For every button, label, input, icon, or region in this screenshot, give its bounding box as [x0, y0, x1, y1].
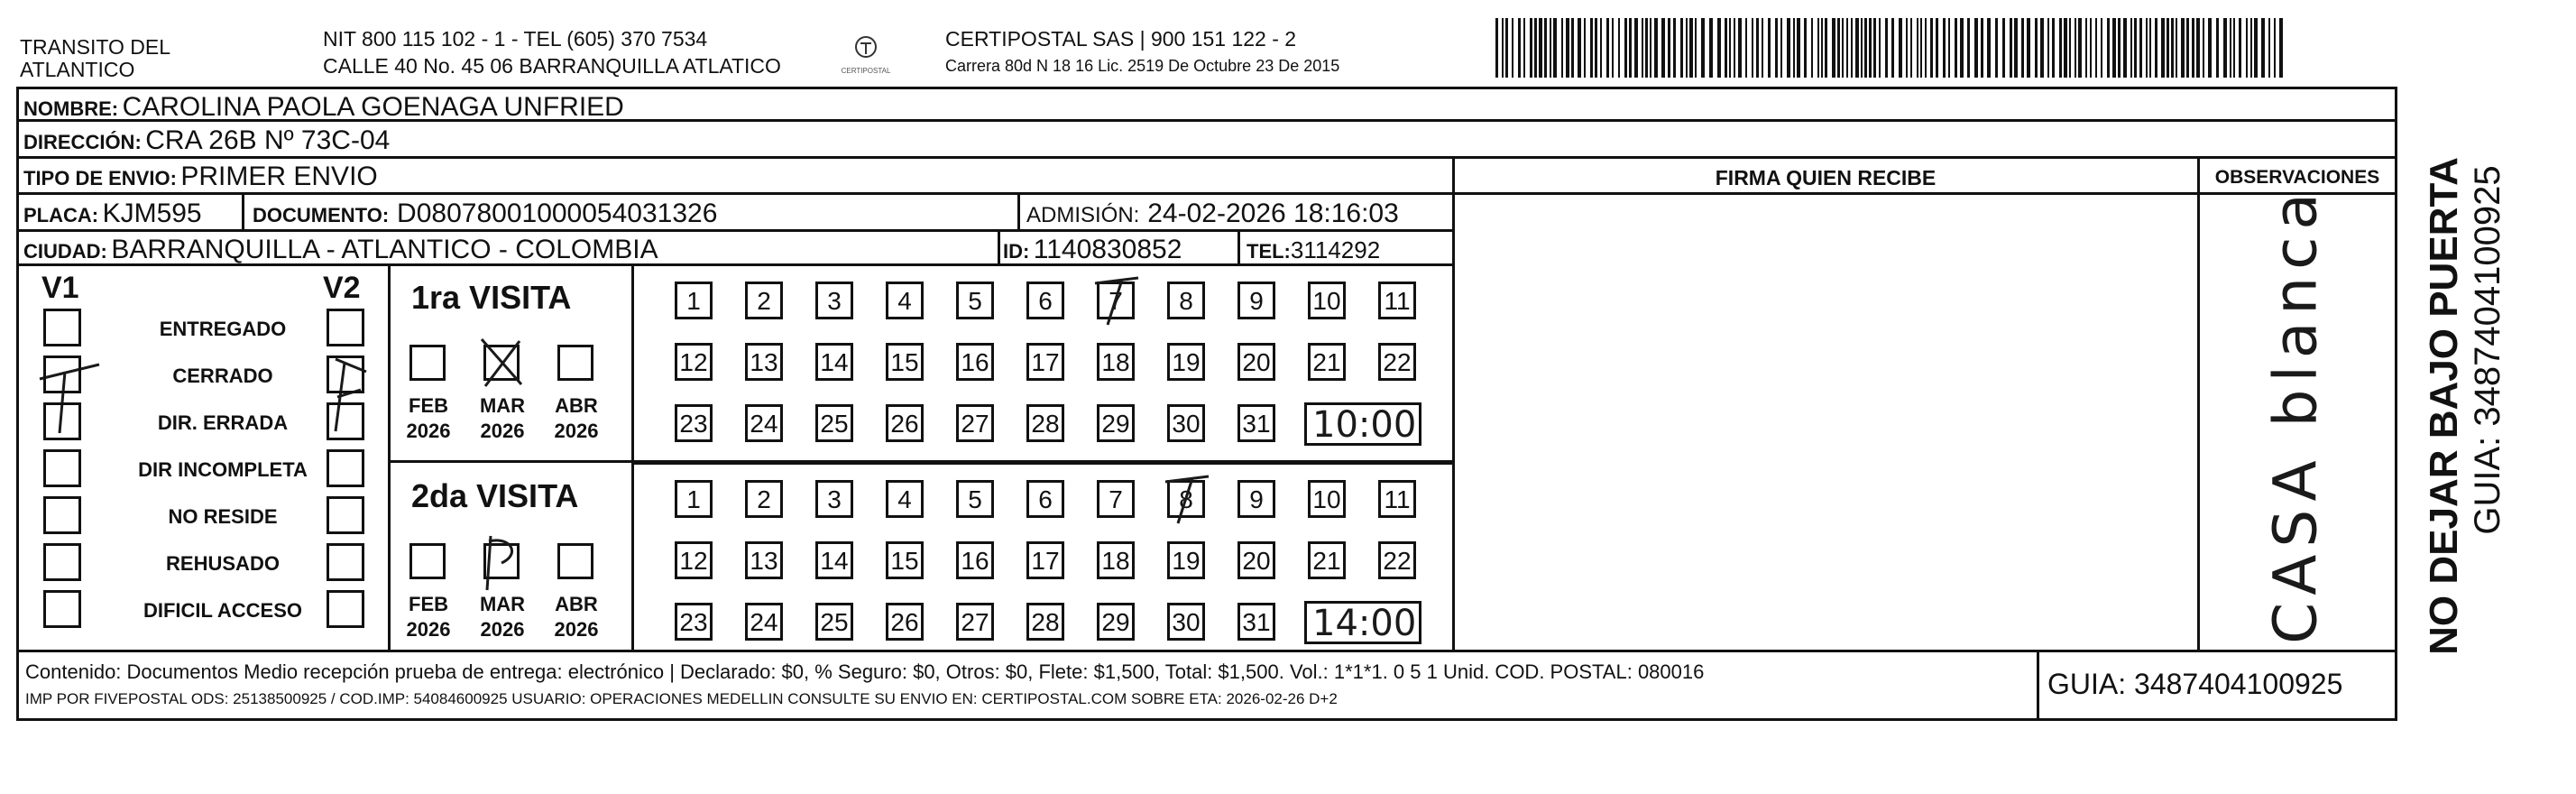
day-box[interactable]: 20: [1237, 343, 1275, 381]
observaciones-handwritten: CASA blanca: [2260, 186, 2331, 644]
day-box[interactable]: 20: [1237, 541, 1275, 579]
barcode-bar: [1855, 18, 1859, 78]
barcode-bar: [2181, 18, 2185, 78]
barcode-bar: [1530, 18, 1532, 78]
barcode-bar: [1752, 18, 1753, 78]
footer-guia: GUIA: 3487404100925: [2047, 668, 2343, 700]
barcode-bar: [1642, 18, 1643, 78]
day-box[interactable]: 4: [886, 282, 924, 319]
day-box[interactable]: 14: [815, 343, 853, 381]
barcode-bar: [2233, 18, 2235, 78]
day-box[interactable]: 17: [1026, 541, 1064, 579]
barcode-bar: [1832, 18, 1835, 78]
day-box[interactable]: 8: [1167, 480, 1205, 518]
barcode-bar: [1821, 18, 1823, 78]
day-box[interactable]: 7: [1097, 282, 1135, 319]
day-box[interactable]: 19: [1167, 343, 1205, 381]
visit-title: 1ra VISITA: [411, 279, 572, 316]
barcode-bar: [1885, 18, 1888, 78]
barcode-bar: [2010, 18, 2012, 78]
v2-label: V2: [323, 271, 361, 305]
barcode-bar: [2090, 18, 2092, 78]
barcode-bar: [2149, 18, 2151, 78]
barcode-bar: [1756, 18, 1759, 78]
barcode-bar: [2274, 18, 2276, 78]
barcode-bar: [1793, 18, 1795, 78]
observaciones-label: OBSERVACIONES: [2214, 167, 2380, 188]
direccion-label: DIRECCIÓN:: [23, 131, 142, 153]
v1-checkbox[interactable]: [43, 355, 81, 393]
day-box[interactable]: 22: [1378, 343, 1416, 381]
barcode-bar: [2203, 18, 2204, 78]
month-checkbox[interactable]: [557, 345, 593, 381]
barcode-bar: [1717, 18, 1721, 78]
day-box[interactable]: 13: [745, 343, 783, 381]
admision-value: 24-02-2026 18:16:03: [1147, 198, 1399, 228]
barcode-bar: [1899, 18, 1902, 78]
barcode-bar: [1906, 18, 1908, 78]
month-year: 2026: [406, 617, 451, 641]
tipo-label: TIPO DE ENVIO:: [23, 167, 177, 189]
barcode-bar: [1590, 18, 1593, 78]
barcode-bar: [1846, 18, 1848, 78]
barcode-bar: [1534, 18, 1537, 78]
day-box[interactable]: 15: [886, 541, 924, 579]
day-box[interactable]: 16: [956, 343, 994, 381]
day-box[interactable]: 8: [1167, 282, 1205, 319]
barcode-bar: [2052, 18, 2055, 78]
id-label: ID:: [1003, 240, 1030, 263]
day-box[interactable]: 6: [1026, 480, 1064, 518]
tel-label: TEL:: [1247, 240, 1291, 263]
reason-label: REHUSADO: [166, 552, 280, 575]
barcode-bar: [1780, 18, 1782, 78]
barcode-bar: [1523, 18, 1525, 78]
barcode-bar: [2134, 18, 2137, 78]
barcode-bar: [1861, 18, 1863, 78]
barcode-bar: [1595, 18, 1597, 78]
barcode-bar: [1686, 18, 1688, 78]
nombre-label: NOMBRE:: [23, 97, 119, 120]
barcode-bar: [1745, 18, 1747, 78]
barcode-bar: [2268, 18, 2270, 78]
day-box[interactable]: 3: [815, 282, 853, 319]
month-label: [545, 393, 608, 443]
admision-row: [1026, 200, 1399, 227]
day-box[interactable]: 1: [675, 282, 713, 319]
time-box[interactable]: [1304, 601, 1421, 644]
firma-label: FIRMA QUIEN RECIBE: [1715, 166, 1937, 189]
month-year: 2026: [480, 617, 525, 641]
barcode: [1495, 18, 2285, 78]
barcode-bar: [2171, 18, 2174, 78]
reason-label: NO RESIDE: [168, 505, 278, 528]
barcode-bar: [1518, 18, 1521, 78]
company-name: TRANSITO DEL ATLANTICO: [20, 35, 170, 82]
day-box[interactable]: 17: [1026, 343, 1064, 381]
barcode-bar: [1987, 18, 1991, 78]
barcode-bar: [2027, 18, 2030, 78]
day-box[interactable]: 4: [886, 480, 924, 518]
month-year: 2026: [554, 617, 599, 641]
v1-checkbox[interactable]: [43, 309, 81, 346]
barcode-bar: [1539, 18, 1542, 78]
documento-label: DOCUMENTO:: [253, 204, 390, 226]
day-box[interactable]: 2: [745, 480, 783, 518]
day-box[interactable]: 23: [675, 603, 713, 641]
barcode-bar: [1967, 18, 1970, 78]
day-box[interactable]: 25: [815, 404, 853, 442]
barcode-bar: [2021, 18, 2024, 78]
barcode-bar: [2261, 18, 2265, 78]
barcode-bar: [1578, 18, 1581, 78]
barcode-bar: [2014, 18, 2018, 78]
barcode-bar: [2223, 18, 2227, 78]
barcode-bar: [1584, 18, 1586, 78]
barcode-bar: [2279, 18, 2283, 78]
barcode-bar: [2112, 18, 2116, 78]
month-name: ABR: [555, 394, 598, 417]
tel-row: [1247, 238, 1380, 262]
day-box[interactable]: 29: [1097, 404, 1135, 442]
documento-value: D08078001000054031326: [397, 198, 718, 228]
barcode-bar: [1960, 18, 1964, 78]
barcode-bar: [2161, 18, 2165, 78]
barcode-bar: [1512, 18, 1513, 78]
no-dejar-warning: NO DEJAR BAJO PUERTA: [2422, 157, 2466, 655]
barcode-bar: [1787, 18, 1790, 78]
barcode-bar: [2196, 18, 2200, 78]
admision-label: ADMISIÓN:: [1026, 203, 1140, 227]
barcode-bar: [2002, 18, 2005, 78]
barcode-bar: [1502, 18, 1504, 78]
barcode-bar: [1701, 18, 1705, 78]
day-box[interactable]: 12: [675, 541, 713, 579]
visit-time-handwritten: 10:00: [1312, 404, 1417, 446]
day-check-mark: [1160, 473, 1214, 527]
barcode-bar: [2254, 18, 2258, 78]
barcode-bar: [1768, 18, 1771, 78]
barcode-bar: [1817, 18, 1819, 78]
reason-label: DIFICIL ACCESO: [143, 599, 302, 622]
barcode-bar: [1811, 18, 1813, 78]
barcode-bar: [1709, 18, 1713, 78]
barcode-bar: [2123, 18, 2127, 78]
barcode-bar: [2078, 18, 2082, 78]
barcode-bar: [1689, 18, 1693, 78]
barcode-bar: [1981, 18, 1983, 78]
barcode-bar: [1680, 18, 1683, 78]
id-value: 1140830852: [1033, 235, 1182, 264]
nit-phone: NIT 800 115 102 - 1 - TEL (605) 370 7534: [323, 27, 708, 51]
v1-checkbox[interactable]: [43, 543, 81, 581]
day-box[interactable]: 24: [745, 603, 783, 641]
barcode-bar: [1645, 18, 1648, 78]
day-box[interactable]: 15: [886, 343, 924, 381]
barcode-bar: [2230, 18, 2231, 78]
day-box[interactable]: 14: [815, 541, 853, 579]
barcode-bar: [1948, 18, 1950, 78]
barcode-bar: [1936, 18, 1938, 78]
visit-title: 2da VISITA: [411, 477, 579, 514]
barcode-bar: [2085, 18, 2087, 78]
day-box[interactable]: 21: [1308, 343, 1346, 381]
month-label: [397, 592, 460, 642]
id-row: [1003, 236, 1182, 263]
reason-label: DIR INCOMPLETA: [138, 458, 308, 481]
day-box[interactable]: 27: [956, 404, 994, 442]
day-box[interactable]: 9: [1237, 282, 1275, 319]
day-box[interactable]: 3: [815, 480, 853, 518]
barcode-bar: [2155, 18, 2157, 78]
barcode-bar: [1618, 18, 1620, 78]
barcode-bar: [2059, 18, 2062, 78]
reason-label: CERRADO: [172, 365, 273, 387]
barcode-bar: [1650, 18, 1651, 78]
tel-value: 3114292: [1290, 236, 1381, 263]
day-box[interactable]: 11: [1378, 480, 1416, 518]
barcode-bar: [1851, 18, 1853, 78]
day-box[interactable]: 9: [1237, 480, 1275, 518]
barcode-bar: [1629, 18, 1632, 78]
barcode-bar: [1571, 18, 1574, 78]
month-name: MAR: [479, 394, 526, 417]
day-box[interactable]: 16: [956, 541, 994, 579]
tipo-value: PRIMER ENVIO: [180, 162, 378, 191]
barcode-bar: [1955, 18, 1957, 78]
month-label: [545, 592, 608, 642]
day-box[interactable]: 25: [815, 603, 853, 641]
month-year: 2026: [406, 419, 451, 442]
barcode-bar: [2208, 18, 2212, 78]
barcode-bar: [2239, 18, 2241, 78]
day-box[interactable]: 5: [956, 282, 994, 319]
v1-checkbox[interactable]: [43, 496, 81, 534]
barcode-bar: [1606, 18, 1609, 78]
barcode-bar: [2075, 18, 2076, 78]
barcode-bar: [1734, 18, 1735, 78]
barcode-bar: [1837, 18, 1840, 78]
barcode-bar: [1668, 18, 1670, 78]
barcode-bar: [1561, 18, 1563, 78]
barcode-bar: [2216, 18, 2219, 78]
month-name: ABR: [555, 593, 598, 615]
day-box[interactable]: 30: [1167, 404, 1205, 442]
barcode-bar: [1920, 18, 1922, 78]
barcode-bar: [2186, 18, 2189, 78]
barcode-bar: [1661, 18, 1665, 78]
barcode-bar: [1695, 18, 1697, 78]
barcode-bar: [1612, 18, 1614, 78]
barcode-bar: [1797, 18, 1800, 78]
barcode-bar: [2250, 18, 2252, 78]
day-box[interactable]: 21: [1308, 541, 1346, 579]
barcode-bar: [1729, 18, 1731, 78]
barcode-bar: [1673, 18, 1676, 78]
logo-text: CERTIPOSTAL: [841, 67, 891, 75]
side-guia: GUIA: 3487404100925: [2468, 165, 2507, 535]
barcode-bar: [1825, 18, 1827, 78]
month-check-mark: [474, 532, 529, 596]
day-box[interactable]: 10: [1308, 480, 1346, 518]
day-box[interactable]: 6: [1026, 282, 1064, 319]
day-box[interactable]: 18: [1097, 541, 1135, 579]
month-name: MAR: [479, 593, 526, 615]
month-label: [471, 393, 534, 443]
barcode-bar: [1654, 18, 1658, 78]
barcode-bar: [1917, 18, 1918, 78]
time-box[interactable]: [1304, 402, 1421, 446]
day-box[interactable]: 5: [956, 480, 994, 518]
month-label: [397, 393, 460, 443]
barcode-bar: [1775, 18, 1778, 78]
barcode-bar: [1864, 18, 1867, 78]
barcode-bar: [2167, 18, 2169, 78]
footer-imp: IMP POR FIVEPOSTAL ODS: 25138500925 / COD.IMP: 54084600925 USUARIO: OPERACIONES MEDELLIN CONSULTE SU ENVIO EN: CERTIPOSTAL.COM SOBRE ETA: 2026-02-26 D+2: [25, 690, 1338, 707]
barcode-bar: [2101, 18, 2102, 78]
day-box[interactable]: 22: [1378, 541, 1416, 579]
barcode-bar: [1925, 18, 1927, 78]
barcode-bar: [2176, 18, 2177, 78]
barcode-bar: [1495, 18, 1498, 78]
day-box[interactable]: 13: [745, 541, 783, 579]
direccion-value: CRA 26B Nº 73C-04: [145, 125, 391, 155]
day-box[interactable]: 2: [745, 282, 783, 319]
barcode-bar: [1738, 18, 1742, 78]
month-check-mark: [474, 334, 529, 397]
barcode-bar: [2246, 18, 2248, 78]
barcode-bar: [2130, 18, 2132, 78]
barcode-bar: [1544, 18, 1547, 78]
barcode-bar: [1553, 18, 1557, 78]
barcode-bar: [2064, 18, 2067, 78]
barcode-bar: [2095, 18, 2097, 78]
day-box[interactable]: 19: [1167, 541, 1205, 579]
barcode-bar: [1995, 18, 1998, 78]
reason-label: ENTREGADO: [159, 318, 287, 340]
day-box[interactable]: 23: [675, 404, 713, 442]
day-box[interactable]: 31: [1237, 404, 1275, 442]
v1-checkbox[interactable]: [43, 449, 81, 487]
barcode-bar: [1762, 18, 1763, 78]
day-box[interactable]: 26: [886, 404, 924, 442]
day-box[interactable]: 18: [1097, 343, 1135, 381]
barcode-bar: [1550, 18, 1551, 78]
day-box[interactable]: 27: [956, 603, 994, 641]
day-box[interactable]: 7: [1097, 480, 1135, 518]
barcode-bar: [1873, 18, 1876, 78]
month-year: 2026: [554, 419, 599, 442]
barcode-bar: [1804, 18, 1807, 78]
barcode-bar: [1943, 18, 1946, 78]
day-check-mark: [1090, 274, 1144, 328]
barcode-bar: [2192, 18, 2194, 78]
month-year: 2026: [480, 419, 525, 442]
day-box[interactable]: 24: [745, 404, 783, 442]
placa-value: KJM595: [102, 198, 202, 228]
month-checkbox[interactable]: [409, 543, 446, 579]
barcode-bar: [2047, 18, 2049, 78]
month-label: [471, 592, 534, 642]
barcode-bar: [1505, 18, 1508, 78]
barcode-bar: [1879, 18, 1881, 78]
courier-license: Carrera 80d N 18 16 Lic. 2519 De Octubre 23 De 2015: [945, 57, 1340, 75]
day-box[interactable]: 28: [1026, 404, 1064, 442]
barcode-bar: [1566, 18, 1569, 78]
barcode-bar: [2139, 18, 2142, 78]
placa-label: PLACA:: [23, 204, 99, 226]
barcode-bar: [1891, 18, 1894, 78]
barcode-bar: [1930, 18, 1933, 78]
barcode-bar: [1600, 18, 1602, 78]
day-box[interactable]: 11: [1378, 282, 1416, 319]
ciudad-label: CIUDAD:: [23, 240, 107, 263]
day-box[interactable]: 29: [1097, 603, 1135, 641]
barcode-bar: [2069, 18, 2071, 78]
day-box[interactable]: 12: [675, 343, 713, 381]
courier-name: CERTIPOSTAL SAS | 900 151 122 - 2: [945, 27, 1297, 51]
month-name: FEB: [409, 394, 448, 417]
month-checkbox[interactable]: [557, 543, 593, 579]
barcode-bar: [1910, 18, 1912, 78]
month-checkbox[interactable]: [409, 345, 446, 381]
v1-label: V1: [41, 271, 79, 305]
v1-checkbox[interactable]: [43, 590, 81, 628]
ciudad-value: BARRANQUILLA - ATLANTICO - COLOMBIA: [111, 235, 658, 264]
v1-checkbox[interactable]: [43, 402, 81, 440]
company-address: CALLE 40 No. 45 06 BARRANQUILLA ATLATICO: [323, 54, 781, 78]
day-box[interactable]: 28: [1026, 603, 1064, 641]
barcode-bar: [2107, 18, 2110, 78]
barcode-bar: [1974, 18, 1978, 78]
barcode-bar: [2040, 18, 2044, 78]
day-box[interactable]: 1: [675, 480, 713, 518]
nombre-value: CAROLINA PAOLA GOENAGA UNFRIED: [122, 92, 624, 122]
signature-area[interactable]: [1456, 195, 2195, 648]
barcode-bar: [1869, 18, 1872, 78]
barcode-bar: [1634, 18, 1638, 78]
barcode-bar: [2035, 18, 2038, 78]
reason-label: DIR. ERRADA: [157, 411, 289, 434]
footer-content: Contenido: Documentos Medio recepción prueba de entrega: electrónico | Declarado: $0, % Seguro: $0, Otros: $0, Flete: $1,500, Total: $1,500. Vol.: 1*1*1. 0 5 1 Unid. COD. POSTAL: 080016: [25, 660, 1705, 683]
barcode-bar: [1725, 18, 1727, 78]
barcode-bar: [2146, 18, 2148, 78]
month-name: FEB: [409, 593, 448, 615]
day-box[interactable]: 10: [1308, 282, 1346, 319]
barcode-bar: [1624, 18, 1627, 78]
visit-time-handwritten: 14:00: [1312, 603, 1417, 644]
day-box[interactable]: 31: [1237, 603, 1275, 641]
barcode-bar: [2118, 18, 2121, 78]
certipostal-logo: [821, 29, 911, 79]
day-box[interactable]: 26: [886, 603, 924, 641]
day-box[interactable]: 30: [1167, 603, 1205, 641]
barcode-bar: [1842, 18, 1844, 78]
